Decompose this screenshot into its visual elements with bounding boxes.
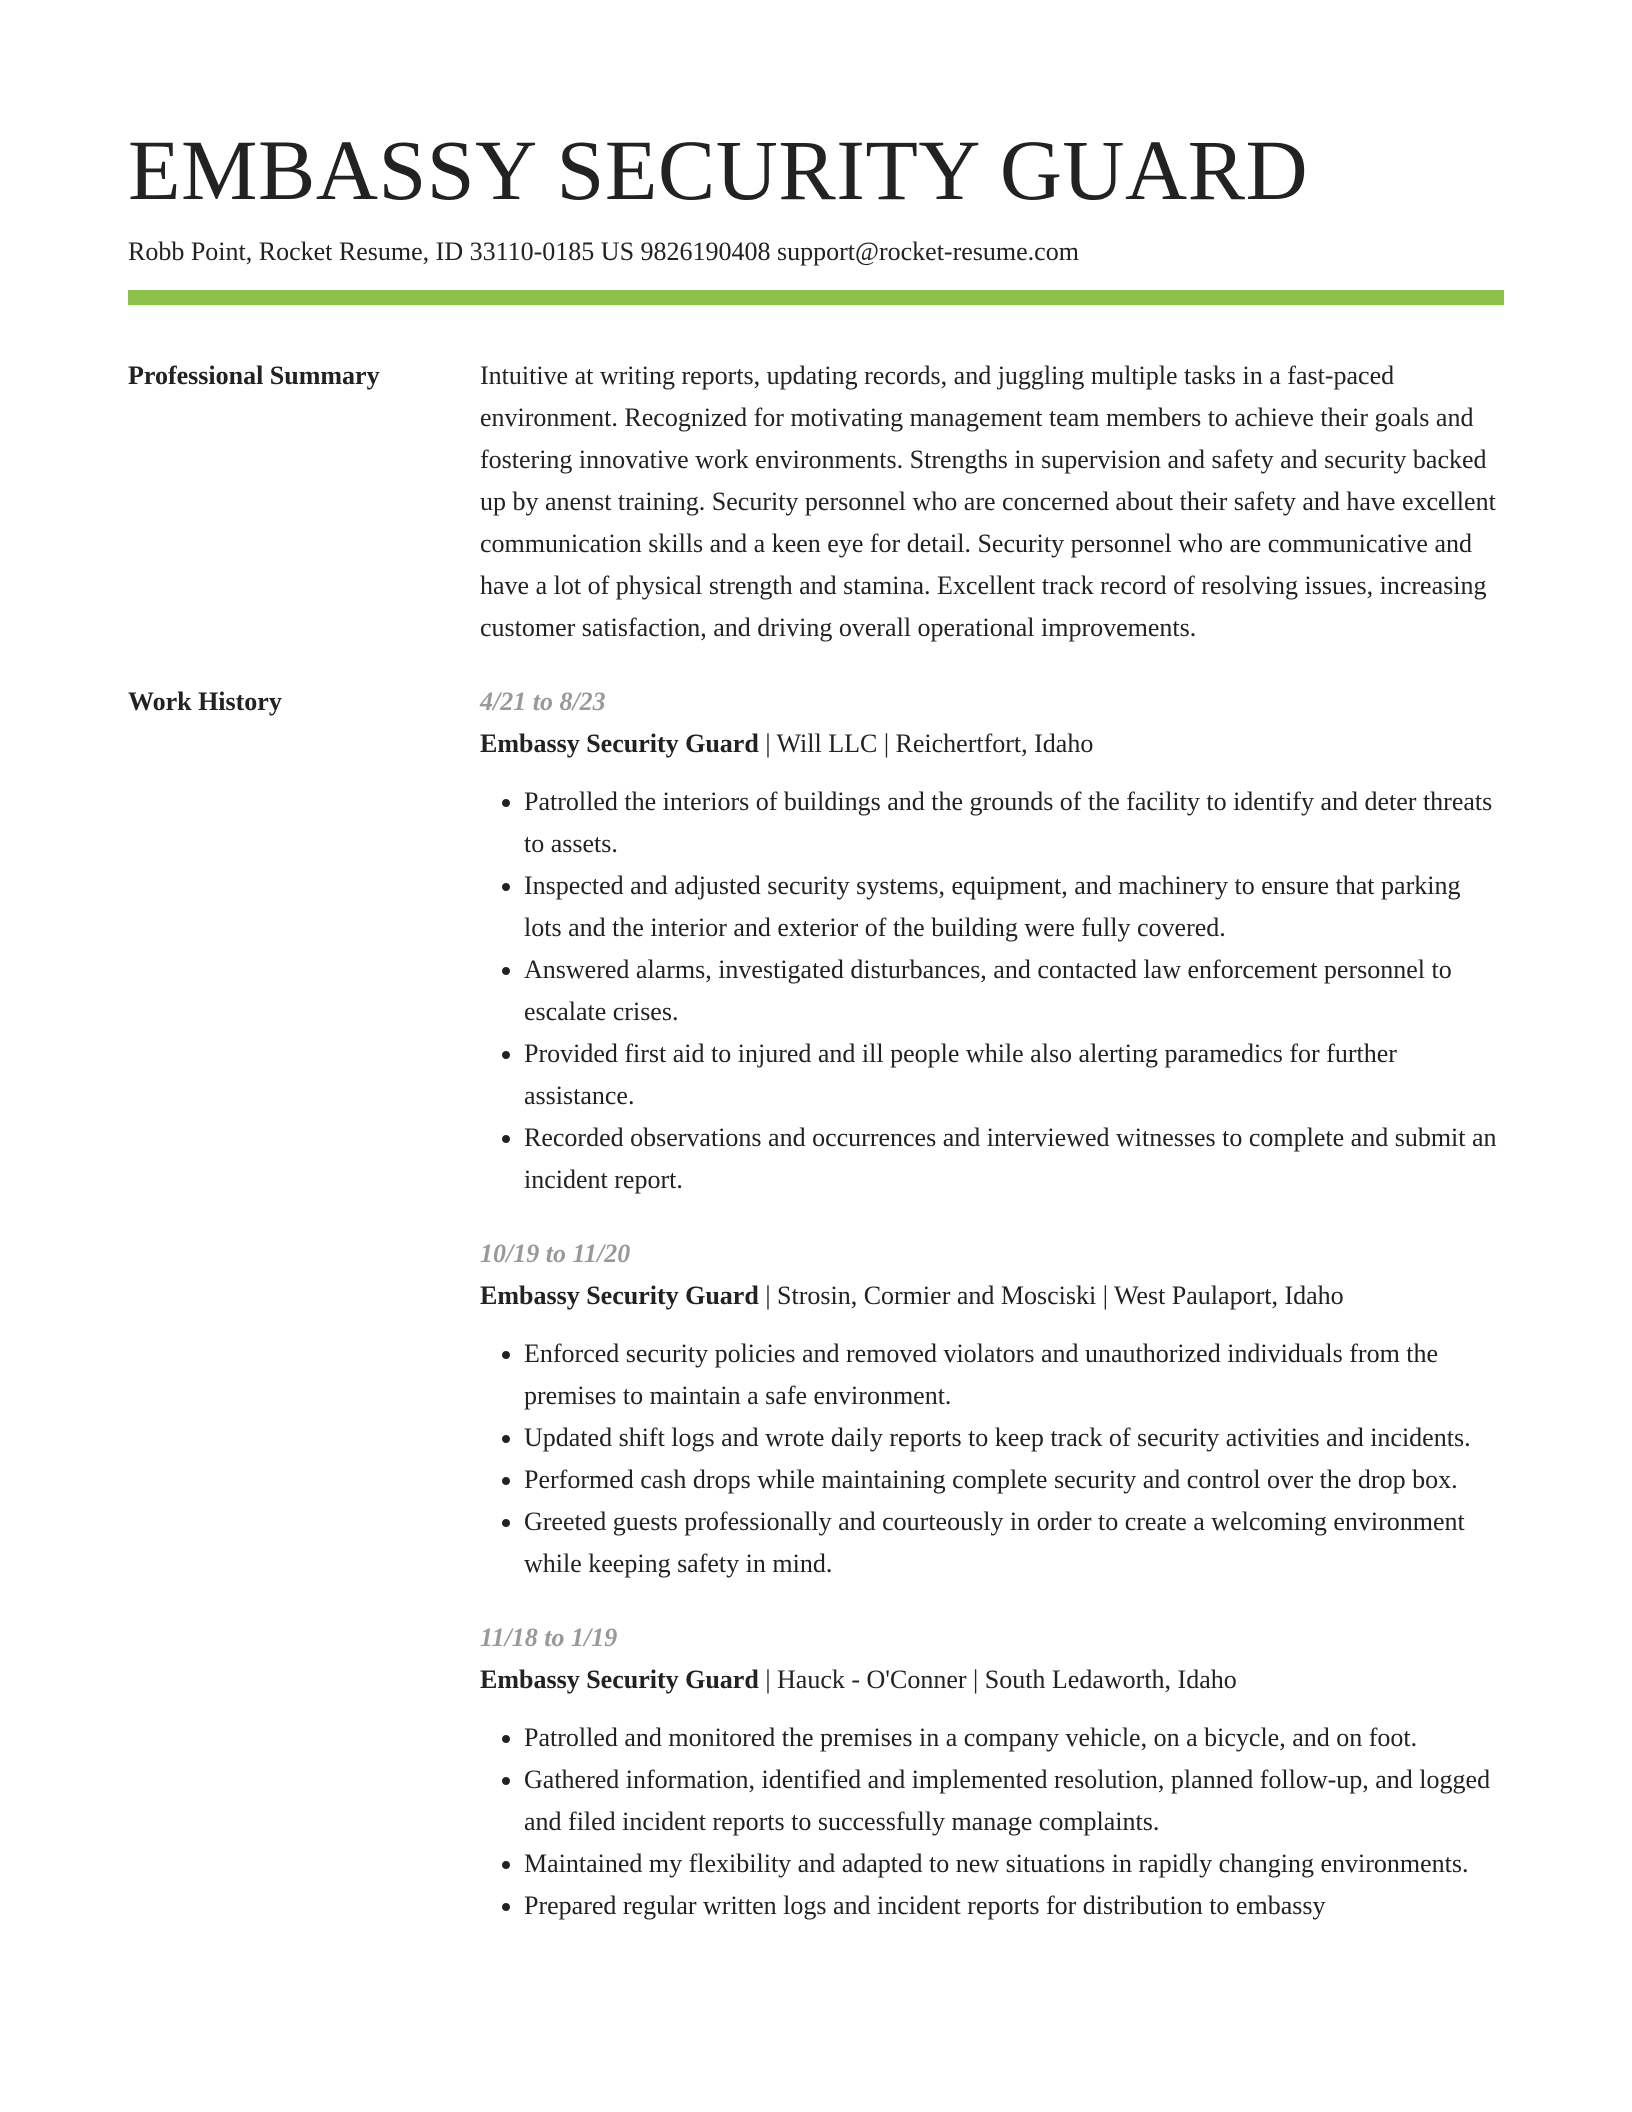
job-dates: 4/21 to 8/23: [480, 687, 606, 716]
job-bullet: • Gathered information, identified and implemented resolution, planned follow-up, and logged and filed incident reports to successfully manage complaints.: [524, 1759, 1504, 1843]
job-title: Embassy Security Guard: [480, 729, 759, 758]
job-bullet: • Inspected and adjusted security systems, equipment, and machinery to ensure that parking lots and the interior and exterior of the building were fully covered.: [524, 865, 1504, 949]
header-divider: [128, 290, 1504, 305]
contact-info: Robb Point, Rocket Resume, ID 33110-0185 US 9826190408 support@rocket-resume.com: [128, 237, 1079, 266]
section-label-professional-summary: Professional Summary: [128, 361, 380, 390]
job-bullet-list: [480, 781, 1504, 1201]
work-history-section: [128, 681, 1504, 1959]
job-bullet: • Prepared regular written logs and incident reports for distribution to embassy: [524, 1885, 1504, 1927]
job-bullet: • Enforced security policies and removed violators and unauthorized individuals from the premises to maintain a safe environment.: [524, 1333, 1504, 1417]
job-employer-location: | Strosin, Cormier and Mosciski | West Paulaport, Idaho: [758, 1281, 1344, 1310]
job-bullet: • Provided first aid to injured and ill people while also alerting paramedics for further assistance.: [524, 1033, 1504, 1117]
job-entry: [480, 681, 1504, 1201]
job-bullet: • Updated shift logs and wrote daily reports to keep track of security activities and incidents.: [524, 1417, 1504, 1459]
section-label-work-history: Work History: [128, 687, 282, 716]
job-header: [480, 1275, 1504, 1317]
job-bullet-list: [480, 1717, 1504, 1927]
job-header: [480, 723, 1504, 765]
job-dates: 10/19 to 11/20: [480, 1239, 631, 1268]
professional-summary-section: [128, 355, 1504, 649]
job-title: Embassy Security Guard: [480, 1281, 759, 1310]
job-bullet: • Patrolled and monitored the premises in a company vehicle, on a bicycle, and on foot.: [524, 1717, 1504, 1759]
job-bullet: • Answered alarms, investigated disturbances, and contacted law enforcement personnel to escalate crises.: [524, 949, 1504, 1033]
job-bullet: • Greeted guests professionally and courteously in order to create a welcoming environment while keeping safety in mind.: [524, 1501, 1504, 1585]
job-bullet: • Recorded observations and occurrences and interviewed witnesses to complete and submit an incident report.: [524, 1117, 1504, 1201]
summary-text: Intuitive at writing reports, updating records, and juggling multiple tasks in a fast-paced environment. Recognized for motivating management team members to achieve their goals and fostering innovative work environments. Strengths in supervision and safety and security backed up by anenst training. Security personnel who are concerned about their safety and have excellent communication skills and a keen eye for detail. Security personnel who are communicative and have a lot of physical strength and stamina. Excellent track record of resolving issues, increasing customer satisfaction, and driving overall operational improvements.: [480, 361, 1496, 642]
job-employer-location: | Hauck - O'Conner | South Ledaworth, Idaho: [758, 1665, 1237, 1694]
job-bullet-list: [480, 1333, 1504, 1585]
job-bullet: • Patrolled the interiors of buildings and the grounds of the facility to identify and deter threats to assets.: [524, 781, 1504, 865]
job-entry: [480, 1233, 1504, 1585]
job-title: Embassy Security Guard: [480, 1665, 759, 1694]
job-dates: 11/18 to 1/19: [480, 1623, 618, 1652]
resume-page: [128, 0, 1504, 1959]
job-entry: [480, 1617, 1504, 1927]
job-bullet: • Performed cash drops while maintaining complete security and control over the drop box.: [524, 1459, 1504, 1501]
resume-title: EMBASSY SECURITY GUARD: [128, 122, 1309, 218]
job-employer-location: | Will LLC | Reichertfort, Idaho: [758, 729, 1094, 758]
job-bullet: • Maintained my flexibility and adapted to new situations in rapidly changing environments.: [524, 1843, 1504, 1885]
job-header: [480, 1659, 1504, 1701]
